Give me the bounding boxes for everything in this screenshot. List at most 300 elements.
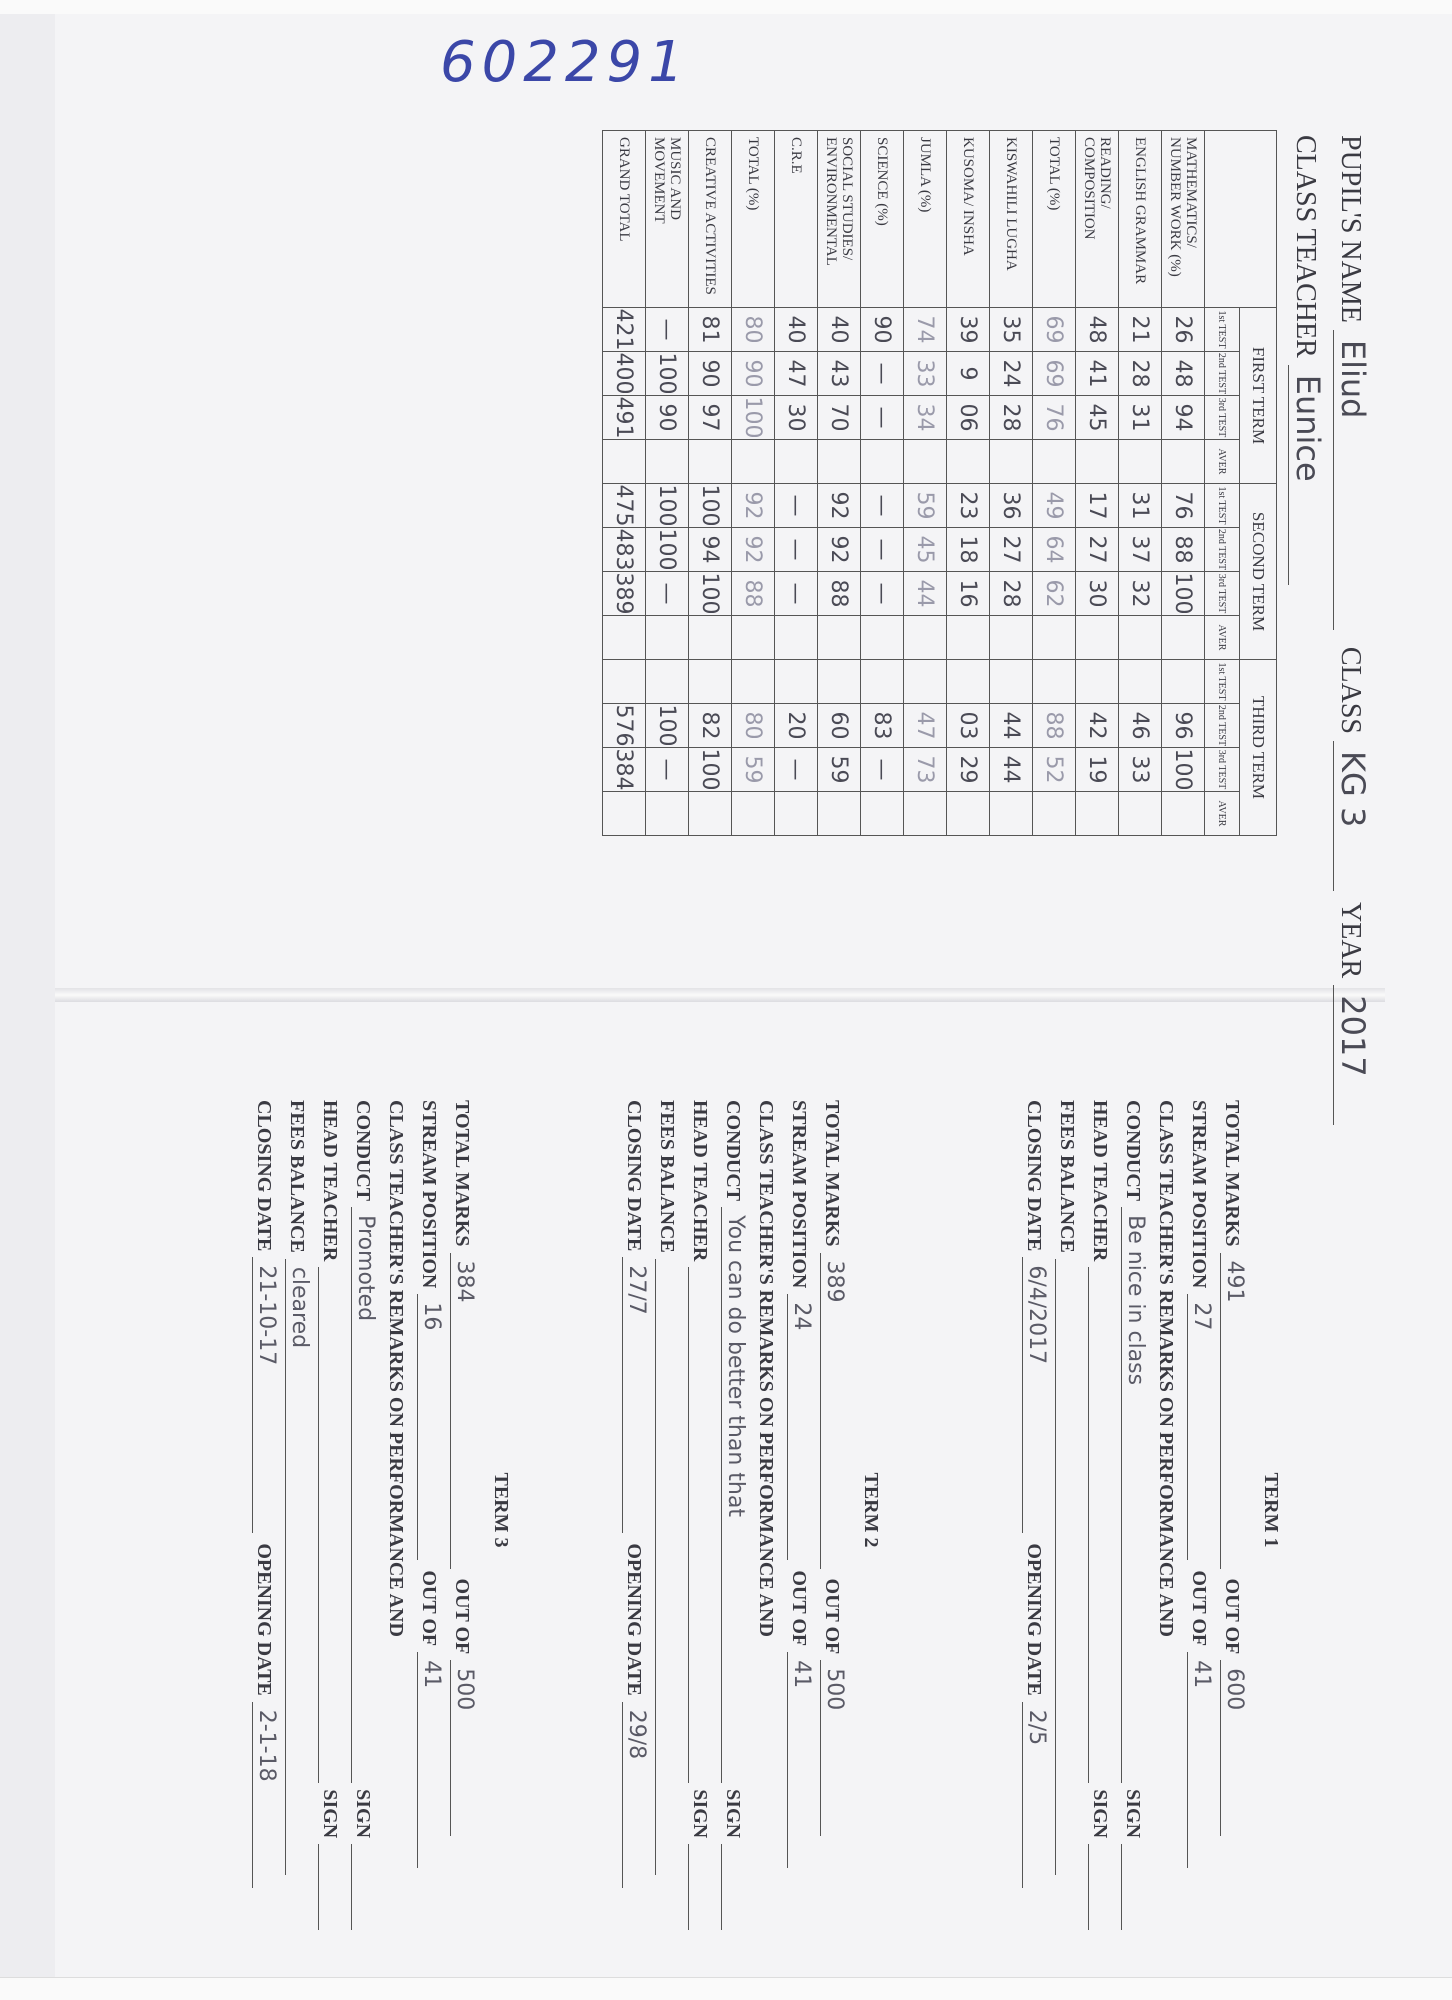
subject-label: ENGLISH GRAMMAR	[1119, 131, 1162, 308]
score-cell: 47	[775, 352, 818, 396]
score-cell	[689, 616, 732, 660]
score-cell: 44	[990, 748, 1033, 792]
score-cell: 24	[990, 352, 1033, 396]
remarks-label: CLASS TEACHER'S REMARKS ON PERFORMANCE AND	[385, 1100, 407, 1637]
out-of-value: 500	[450, 1660, 477, 1836]
grades-table	[602, 130, 1277, 836]
score-cell	[1076, 660, 1119, 704]
stream-position-label: STREAM POSITION	[1188, 1100, 1210, 1289]
sub-header: 2nd TEST	[1205, 352, 1240, 396]
score-cell: 42	[1076, 704, 1119, 748]
table-row	[818, 131, 861, 836]
subject-label: CREATIVE ACTIVITIES	[689, 131, 732, 308]
head-teacher-label: HEAD TEACHER	[1089, 1100, 1111, 1262]
stream-out-of-value: 41	[417, 1652, 444, 1868]
score-cell	[646, 792, 689, 836]
subject-label: JUMLA (%)	[904, 131, 947, 308]
score-cell	[775, 660, 818, 704]
score-cell: 90	[646, 396, 689, 440]
score-cell: —	[861, 528, 904, 572]
subject-label: TOTAL (%)	[1033, 131, 1076, 308]
score-cell: 62	[1033, 572, 1076, 616]
score-cell: 88	[1033, 704, 1076, 748]
sub-header: AVER	[1205, 616, 1240, 660]
score-cell: 32	[1119, 572, 1162, 616]
score-cell	[603, 660, 646, 704]
score-cell	[1119, 440, 1162, 484]
score-cell: 40	[775, 308, 818, 352]
score-cell	[1119, 792, 1162, 836]
score-cell	[646, 440, 689, 484]
conduct-value: Promoted	[351, 1207, 378, 1783]
out-of-label: OUT OF	[788, 1570, 810, 1647]
conduct-label: CONDUCT	[352, 1100, 374, 1202]
out-of-label: OUT OF	[418, 1570, 440, 1647]
score-cell: 06	[947, 396, 990, 440]
stream-out-of-value: 41	[1187, 1652, 1214, 1868]
score-cell	[646, 660, 689, 704]
score-cell	[732, 616, 775, 660]
score-cell: —	[646, 572, 689, 616]
table-row	[732, 131, 775, 836]
score-cell: 88	[818, 572, 861, 616]
score-cell: 83	[861, 704, 904, 748]
score-cell: 39	[947, 308, 990, 352]
closing-date-value: 27/7	[622, 1257, 649, 1533]
subject-label: READING/ COMPOSITION	[1076, 131, 1119, 308]
opening-date-value: 2/5	[1022, 1702, 1049, 1888]
subject-label: C.R.E	[775, 131, 818, 308]
term-row	[1154, 1100, 1187, 1920]
score-cell	[904, 792, 947, 836]
score-cell: 40	[818, 308, 861, 352]
closing-date-value: 21-10-17	[252, 1257, 279, 1533]
score-cell	[689, 792, 732, 836]
sign-line	[351, 1844, 378, 1930]
score-cell	[775, 792, 818, 836]
score-cell	[1162, 792, 1205, 836]
score-cell: 59	[732, 748, 775, 792]
class-teacher-label: CLASS TEACHER	[1290, 135, 1321, 358]
score-cell: 29	[947, 748, 990, 792]
score-cell: —	[775, 748, 818, 792]
opening-date-value: 2-1-18	[252, 1702, 279, 1888]
term-row	[721, 1100, 754, 1920]
table-row	[861, 131, 904, 836]
sign-label: SIGN	[1089, 1789, 1111, 1839]
score-cell	[904, 660, 947, 704]
score-cell	[1162, 440, 1205, 484]
term-row	[1187, 1100, 1220, 1920]
out-of-value: 500	[820, 1660, 847, 1836]
score-cell: 81	[689, 308, 732, 352]
opening-date-label: OPENING DATE	[253, 1543, 275, 1696]
term-row	[787, 1100, 820, 1920]
table-row	[1162, 131, 1205, 836]
score-cell: 30	[775, 396, 818, 440]
score-cell: 33	[1119, 748, 1162, 792]
score-cell: 27	[1076, 528, 1119, 572]
table-row	[603, 131, 646, 836]
total-marks-label: TOTAL MARKS	[451, 1100, 473, 1247]
score-cell: —	[861, 572, 904, 616]
score-cell: 16	[947, 572, 990, 616]
score-cell	[1033, 792, 1076, 836]
conduct-value: Be nice in class	[1121, 1207, 1148, 1783]
score-cell	[947, 792, 990, 836]
subject-label: TOTAL (%)	[732, 131, 775, 308]
term-row	[318, 1100, 351, 1920]
score-cell	[603, 792, 646, 836]
term-title: TERM 2	[860, 1472, 882, 1548]
sign-line	[688, 1844, 715, 1930]
closing-date-label: CLOSING DATE	[253, 1100, 275, 1252]
score-cell: 97	[689, 396, 732, 440]
score-cell: 46	[1119, 704, 1162, 748]
score-cell	[1033, 440, 1076, 484]
sub-header: AVER	[1205, 440, 1240, 484]
score-cell	[904, 440, 947, 484]
score-cell: 60	[818, 704, 861, 748]
term-block	[622, 1100, 882, 1920]
score-cell: 52	[1033, 748, 1076, 792]
term-row	[384, 1100, 417, 1920]
head-teacher-label: HEAD TEACHER	[689, 1100, 711, 1262]
score-cell: 73	[904, 748, 947, 792]
out-of-label: OUT OF	[1221, 1578, 1243, 1655]
score-cell	[732, 440, 775, 484]
term-row	[252, 1100, 285, 1920]
term-row	[754, 1100, 787, 1920]
score-cell: 80	[732, 308, 775, 352]
stream-position-value: 24	[787, 1294, 814, 1560]
pupil-name-value: Eliud	[1333, 330, 1372, 630]
score-cell: —	[861, 484, 904, 528]
score-cell: 100	[689, 484, 732, 528]
score-cell: 26	[1162, 308, 1205, 352]
closing-date-label: CLOSING DATE	[1023, 1100, 1045, 1252]
score-cell: 88	[732, 572, 775, 616]
second-term-header: SECOND TERM	[1240, 484, 1277, 660]
table-row	[947, 131, 990, 836]
head-teacher-label: HEAD TEACHER	[319, 1100, 341, 1262]
score-cell: 100	[732, 396, 775, 440]
score-cell	[861, 660, 904, 704]
score-cell	[1119, 616, 1162, 660]
head-teacher-value	[1088, 1267, 1115, 1783]
score-cell	[990, 616, 1033, 660]
sign-line	[721, 1844, 748, 1930]
score-cell: 28	[1119, 352, 1162, 396]
pupil-name-label: PUPIL'S NAME	[1335, 135, 1366, 323]
score-cell	[818, 440, 861, 484]
term-block	[1022, 1100, 1282, 1920]
score-cell: 30	[1076, 572, 1119, 616]
score-cell: 69	[1033, 308, 1076, 352]
sub-header: 1st TEST	[1205, 484, 1240, 528]
score-cell	[818, 792, 861, 836]
score-cell: 82	[689, 704, 732, 748]
score-cell: 31	[1119, 396, 1162, 440]
table-row	[990, 131, 1033, 836]
score-cell: 491	[603, 396, 646, 440]
score-cell: 70	[818, 396, 861, 440]
score-cell	[1033, 616, 1076, 660]
stream-position-label: STREAM POSITION	[788, 1100, 810, 1289]
fees-balance-value: cleared	[285, 1259, 312, 1875]
score-cell: 384	[603, 748, 646, 792]
score-cell	[904, 616, 947, 660]
score-cell: 576	[603, 704, 646, 748]
term-row	[1220, 1100, 1253, 1920]
term-row	[1022, 1100, 1055, 1920]
score-cell: 475	[603, 484, 646, 528]
table-row	[904, 131, 947, 836]
score-cell	[990, 660, 1033, 704]
sign-label: SIGN	[1122, 1789, 1144, 1839]
sign-label: SIGN	[689, 1789, 711, 1839]
out-of-label: OUT OF	[1188, 1570, 1210, 1647]
score-cell: 483	[603, 528, 646, 572]
score-cell	[947, 440, 990, 484]
score-cell: 421	[603, 308, 646, 352]
score-cell: 94	[689, 528, 732, 572]
total-marks-value: 384	[450, 1253, 477, 1569]
score-cell: 400	[603, 352, 646, 396]
score-cell: 49	[1033, 484, 1076, 528]
score-cell: 94	[1162, 396, 1205, 440]
score-cell	[947, 660, 990, 704]
score-cell	[990, 440, 1033, 484]
stream-out-of-value: 41	[787, 1652, 814, 1868]
conduct-label: CONDUCT	[722, 1100, 744, 1202]
out-of-label: OUT OF	[451, 1578, 473, 1655]
score-cell	[990, 792, 1033, 836]
score-cell: 96	[1162, 704, 1205, 748]
table-row	[689, 131, 732, 836]
score-cell	[1033, 660, 1076, 704]
score-cell	[1119, 660, 1162, 704]
score-cell: 03	[947, 704, 990, 748]
fees-balance-label: FEES BALANCE	[286, 1100, 308, 1253]
sub-header: 1st TEST	[1205, 308, 1240, 352]
subject-label: GRAND TOTAL	[603, 131, 646, 308]
score-cell: 88	[1162, 528, 1205, 572]
subject-label: MATHEMATICS/ NUMBER WORK (%)	[1162, 131, 1205, 308]
sign-label: SIGN	[319, 1789, 341, 1839]
sub-header: 1st TEST	[1205, 660, 1240, 704]
term-title: TERM 1	[1260, 1472, 1282, 1548]
score-cell: —	[861, 396, 904, 440]
table-row	[646, 131, 689, 836]
out-of-label: OUT OF	[821, 1578, 843, 1655]
score-cell	[818, 660, 861, 704]
score-cell: 64	[1033, 528, 1076, 572]
score-cell	[818, 616, 861, 660]
score-cell: 80	[732, 704, 775, 748]
sign-line	[318, 1844, 345, 1930]
score-cell: —	[775, 484, 818, 528]
score-cell	[1076, 440, 1119, 484]
score-cell: 92	[732, 528, 775, 572]
score-cell: 48	[1076, 308, 1119, 352]
year-value: 2017	[1333, 985, 1372, 1125]
score-cell: 90	[689, 352, 732, 396]
score-cell: —	[861, 352, 904, 396]
score-cell: 100	[689, 572, 732, 616]
total-marks-label: TOTAL MARKS	[1221, 1100, 1243, 1247]
total-marks-value: 389	[820, 1253, 847, 1569]
score-cell: —	[646, 748, 689, 792]
remarks-label: CLASS TEACHER'S REMARKS ON PERFORMANCE AND	[1155, 1100, 1177, 1637]
total-marks-label: TOTAL MARKS	[821, 1100, 843, 1247]
score-cell: 100	[1162, 572, 1205, 616]
score-cell: 41	[1076, 352, 1119, 396]
score-cell: 31	[1119, 484, 1162, 528]
score-cell	[732, 660, 775, 704]
head-teacher-value	[318, 1267, 345, 1783]
term-row	[285, 1100, 318, 1920]
score-cell: —	[775, 528, 818, 572]
score-cell: 59	[904, 484, 947, 528]
score-cell	[861, 440, 904, 484]
conduct-value: You can do better than that	[721, 1207, 748, 1783]
score-cell: 100	[1162, 748, 1205, 792]
sub-header: 2nd TEST	[1205, 528, 1240, 572]
term-row	[655, 1100, 688, 1920]
term-row	[450, 1100, 483, 1920]
class-value: KG 3	[1333, 741, 1372, 891]
sub-header: 2nd TEST	[1205, 704, 1240, 748]
term-row	[1088, 1100, 1121, 1920]
term-title: TERM 3	[490, 1472, 512, 1548]
score-cell: 47	[904, 704, 947, 748]
term-row	[1121, 1100, 1154, 1920]
score-cell: —	[775, 572, 818, 616]
sign-line	[1088, 1844, 1115, 1930]
score-cell: 35	[990, 308, 1033, 352]
score-cell: 59	[818, 748, 861, 792]
score-cell: 27	[990, 528, 1033, 572]
score-cell: 28	[990, 396, 1033, 440]
score-cell	[603, 616, 646, 660]
score-cell: 69	[1033, 352, 1076, 396]
table-row	[775, 131, 818, 836]
fees-balance-value	[1055, 1259, 1082, 1875]
sign-label: SIGN	[352, 1789, 374, 1839]
score-cell: 43	[818, 352, 861, 396]
score-cell: 100	[689, 748, 732, 792]
score-cell: 44	[990, 704, 1033, 748]
sub-header: 3rd TEST	[1205, 396, 1240, 440]
year-label: YEAR	[1335, 902, 1366, 979]
score-cell	[646, 616, 689, 660]
score-cell	[947, 616, 990, 660]
term-row	[820, 1100, 853, 1920]
head-teacher-value	[688, 1267, 715, 1783]
fees-balance-label: FEES BALANCE	[1056, 1100, 1078, 1253]
score-cell	[1076, 792, 1119, 836]
fees-balance-label: FEES BALANCE	[656, 1100, 678, 1253]
score-cell	[689, 660, 732, 704]
subject-label: KUSOMA/ INSHA	[947, 131, 990, 308]
subject-label: KISWAHILI LUGHA	[990, 131, 1033, 308]
score-cell: 48	[1162, 352, 1205, 396]
subject-header	[1205, 131, 1277, 308]
closing-date-label: CLOSING DATE	[623, 1100, 645, 1252]
grades-body	[603, 131, 1205, 836]
score-cell: 76	[1033, 396, 1076, 440]
score-cell	[775, 616, 818, 660]
reference-number: 602291	[440, 30, 690, 95]
score-cell: 74	[904, 308, 947, 352]
opening-date-label: OPENING DATE	[623, 1543, 645, 1696]
class-teacher-line	[1288, 135, 1327, 585]
score-cell: 389	[603, 572, 646, 616]
score-cell: 37	[1119, 528, 1162, 572]
score-cell	[775, 440, 818, 484]
score-cell: 44	[904, 572, 947, 616]
score-cell: 100	[646, 352, 689, 396]
score-cell: 20	[775, 704, 818, 748]
table-row	[1033, 131, 1076, 836]
score-cell: 100	[646, 704, 689, 748]
closing-date-value: 6/4/2017	[1022, 1257, 1049, 1533]
score-cell: 45	[904, 528, 947, 572]
score-cell: 76	[1162, 484, 1205, 528]
score-cell: 17	[1076, 484, 1119, 528]
score-cell: 34	[904, 396, 947, 440]
score-cell	[603, 440, 646, 484]
subject-label: SCIENCE (%)	[861, 131, 904, 308]
sub-header: 3rd TEST	[1205, 748, 1240, 792]
score-cell	[1162, 616, 1205, 660]
subject-label: MUSIC AND MOVEMENT	[646, 131, 689, 308]
class-label: CLASS	[1335, 646, 1366, 735]
table-row	[1076, 131, 1119, 836]
class-teacher-value: Eunice	[1288, 365, 1327, 585]
remarks-label: CLASS TEACHER'S REMARKS ON PERFORMANCE AND	[755, 1100, 777, 1637]
term-row	[351, 1100, 384, 1920]
score-cell: —	[646, 308, 689, 352]
first-term-header: FIRST TERM	[1240, 308, 1277, 484]
score-cell: 21	[1119, 308, 1162, 352]
score-cell: 100	[646, 484, 689, 528]
term-block	[252, 1100, 512, 1920]
opening-date-value: 29/8	[622, 1702, 649, 1888]
stream-position-value: 16	[417, 1294, 444, 1560]
score-cell: 90	[861, 308, 904, 352]
third-term-header: THIRD TERM	[1240, 660, 1277, 836]
score-cell: 45	[1076, 396, 1119, 440]
score-cell: 19	[1076, 748, 1119, 792]
score-cell	[689, 440, 732, 484]
term-row	[622, 1100, 655, 1920]
fees-balance-value	[655, 1259, 682, 1875]
sign-line	[1121, 1844, 1148, 1930]
stream-position-label: STREAM POSITION	[418, 1100, 440, 1289]
stream-position-value: 27	[1187, 1294, 1214, 1560]
term-row	[1055, 1100, 1088, 1920]
conduct-label: CONDUCT	[1122, 1100, 1144, 1202]
total-marks-value: 491	[1220, 1253, 1247, 1569]
score-cell: 23	[947, 484, 990, 528]
score-cell: 92	[732, 484, 775, 528]
score-cell: 90	[732, 352, 775, 396]
sub-header: AVER	[1205, 792, 1240, 836]
score-cell: 36	[990, 484, 1033, 528]
score-cell	[861, 792, 904, 836]
